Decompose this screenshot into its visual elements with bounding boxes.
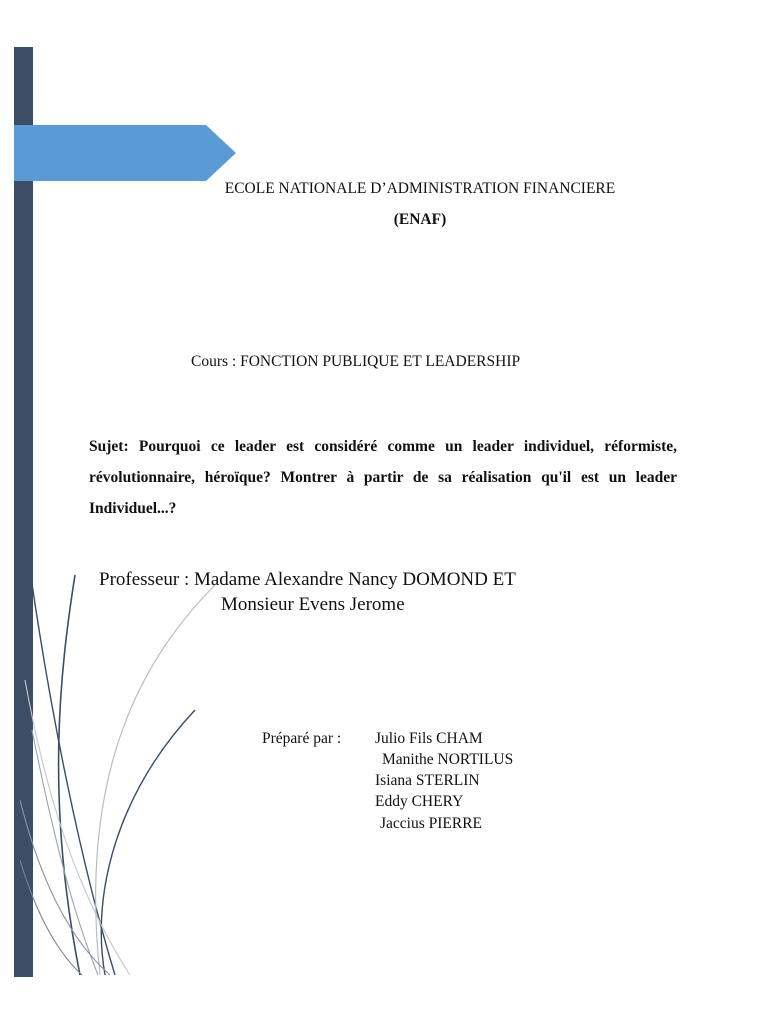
author-name: Eddy CHERY: [375, 793, 464, 810]
professor-line-1: Professeur : Madame Alexandre Nancy DOMOND ET: [99, 569, 516, 590]
course-title: Cours : FONCTION PUBLIQUE ET LEADERSHIP: [191, 353, 521, 370]
decorative-curves: [20, 560, 220, 980]
author-name: Jaccius PIERRE: [380, 815, 483, 832]
author-name: Isiana STERLIN: [375, 772, 480, 789]
school-abbreviation: (ENAF): [393, 211, 447, 228]
prepared-by-label: Préparé par :: [262, 730, 342, 747]
author-name: Manithe NORTILUS: [382, 751, 514, 768]
arrow-banner: [14, 125, 236, 181]
professor-line-2: Monsieur Evens Jerome: [221, 594, 405, 615]
subject-text: Sujet: Pourquoi ce leader est considéré comme un leader individuel, réformiste, révolutionnaire, héroïque? Montrer à partir de sa réalisation qu'il est un leader Individuel...?: [89, 438, 677, 517]
author-name: Julio Fils CHAM: [375, 730, 483, 747]
school-name: ECOLE NATIONALE D’ADMINISTRATION FINANCIERE: [224, 180, 616, 197]
